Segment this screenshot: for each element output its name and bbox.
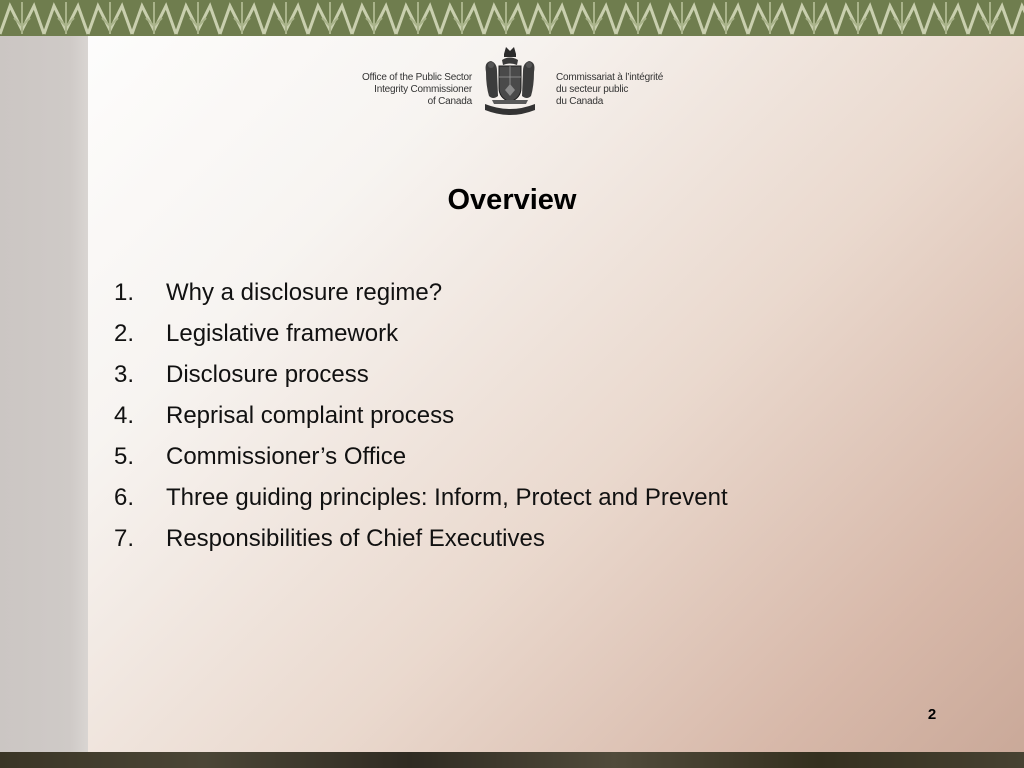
leaf-pattern-motif <box>352 2 396 34</box>
overview-list <box>114 276 728 563</box>
slide-title: Overview <box>447 184 577 216</box>
bottom-border <box>0 752 1024 768</box>
leaf-pattern-motif <box>308 2 352 34</box>
leaf-pattern-motif <box>616 2 660 34</box>
list-item-number: 4. <box>114 402 135 429</box>
org-name-fr: Commissariat à l’intégrité du secteur public du Canada <box>556 72 664 107</box>
list-item-text: Why a disclosure regime? <box>166 279 443 306</box>
list-item-text: Legislative framework <box>166 320 399 347</box>
list-item-number: 5. <box>114 443 135 470</box>
leaf-pattern-motif <box>0 2 44 34</box>
list-item <box>114 440 728 481</box>
list-item-number: 3. <box>114 361 135 388</box>
header-logo <box>0 44 1024 124</box>
leaf-pattern-motif <box>880 2 924 34</box>
leaf-pattern-motif <box>748 2 792 34</box>
list-item-text: Responsibilities of Chief Executives <box>166 525 545 552</box>
list-item-text: Disclosure process <box>166 361 369 388</box>
list-item-text: Three guiding principles: Inform, Protect and Prevent <box>166 484 728 511</box>
list-item <box>114 481 728 522</box>
list-item <box>114 317 728 358</box>
leaf-pattern-motif <box>572 2 616 34</box>
leaf-pattern-motif <box>704 2 748 34</box>
list-item-number: 7. <box>114 525 135 552</box>
leaf-pattern-motif <box>924 2 968 34</box>
list-item-number: 6. <box>114 484 135 511</box>
leaf-pattern-motif <box>88 2 132 34</box>
leaf-pattern-motif <box>660 2 704 34</box>
leaf-pattern-motif <box>792 2 836 34</box>
leaf-pattern-motif <box>44 2 88 34</box>
leaf-pattern-motif <box>836 2 880 34</box>
leaf-pattern-motif <box>264 2 308 34</box>
leaf-pattern-motif <box>440 2 484 34</box>
list-item-text: Commissioner’s Office <box>166 443 407 470</box>
leaf-pattern-motif <box>396 2 440 34</box>
list-item-number: 2. <box>114 320 135 347</box>
org-name-en: Office of the Public Sector Integrity Commissioner of Canada <box>361 72 472 107</box>
leaf-pattern-border <box>0 0 1024 36</box>
coat-of-arms-icon <box>480 44 540 122</box>
list-item <box>114 276 728 317</box>
leaf-pattern-motif <box>968 2 1012 34</box>
left-side-band <box>0 36 88 752</box>
leaf-pattern-motif <box>1012 2 1024 34</box>
leaf-pattern-motif <box>176 2 220 34</box>
list-item <box>114 522 728 563</box>
leaf-pattern-motif <box>220 2 264 34</box>
page-number: 2 <box>927 706 937 723</box>
list-item <box>114 399 728 440</box>
list-item-number: 1. <box>114 279 135 306</box>
leaf-pattern-motif <box>484 2 528 34</box>
list-item <box>114 358 728 399</box>
leaf-pattern-motif <box>132 2 176 34</box>
leaf-pattern-motif <box>528 2 572 34</box>
list-item-text: Reprisal complaint process <box>166 402 455 429</box>
